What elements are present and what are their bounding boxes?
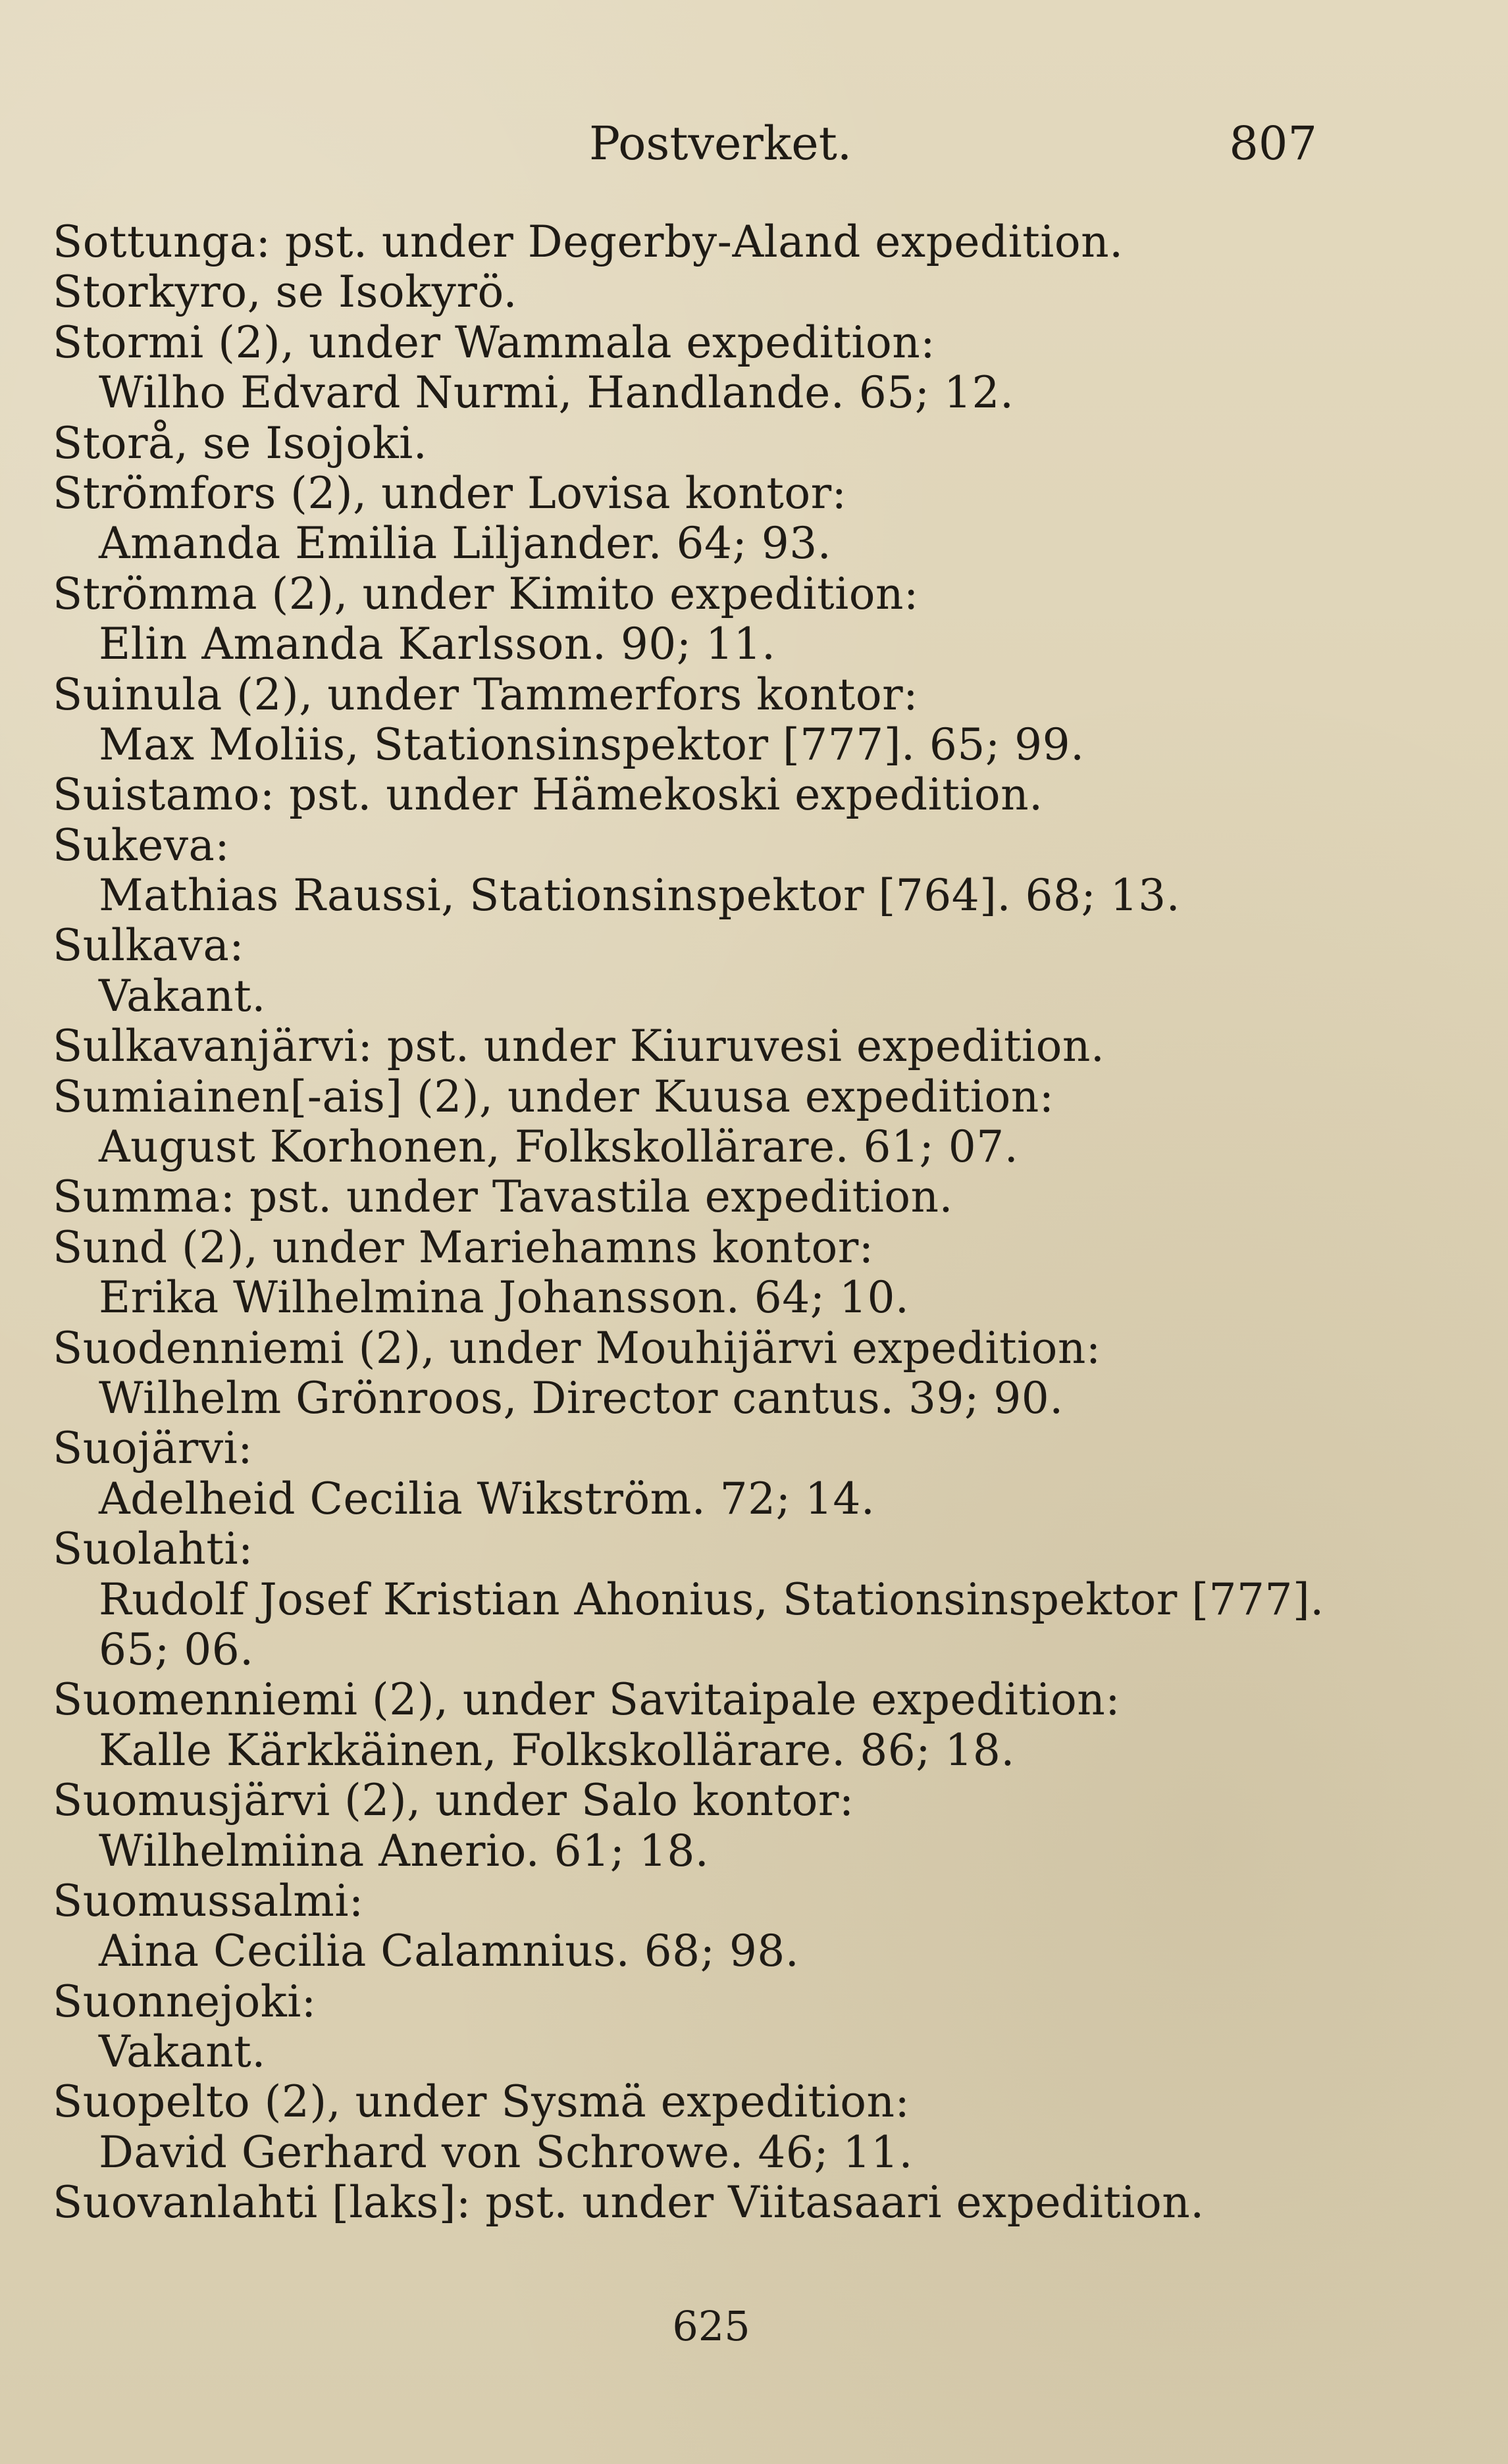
entry-heading-line: Suomenniemi (2), under Savitaipale expedition: — [53, 1674, 1120, 1726]
entry-detail-line: Adelheid Cecilia Wikström. 72; 14. — [99, 1473, 875, 1524]
entry-heading-line: Suomussalmi: — [53, 1875, 364, 1926]
entry-detail-line: David Gerhard von Schrowe. 46; 11. — [99, 2126, 914, 2178]
entry-heading-line: Stormi (2), under Wammala expedition: — [53, 317, 935, 368]
entry-heading-line: Storå, se Isojoki. — [53, 417, 428, 469]
entry-detail-line: Vakant. — [99, 970, 266, 1021]
entry-detail-line: Elin Amanda Karlsson. 90; 11. — [99, 619, 776, 670]
entry-heading-line: Sottunga: pst. under Degerby-Aland expedition. — [53, 217, 1124, 267]
entry-detail-line: Wilhelm Grönroos, Director cantus. 39; 90. — [99, 1372, 1064, 1424]
page-footer — [0, 2297, 1508, 2356]
entry-heading-line: Suojärvi: — [53, 1423, 253, 1474]
entry-detail-line: Wilhelmiina Anerio. 61; 18. — [99, 1825, 710, 1876]
entry-detail-line: Aina Cecilia Calamnius. 68; 98. — [99, 1926, 800, 1977]
entry-detail-line: Max Moliis, Stationsinspektor [777]. 65; 99. — [99, 719, 1085, 770]
entry-detail-line: Rudolf Josef Kristian Ahonius, Stationsinspektor [777]. — [99, 1574, 1324, 1625]
printer-signature: 625 — [672, 2302, 750, 2350]
entry-detail-line: Vakant. — [99, 2026, 266, 2078]
entry-heading-line: Storkyro, se Isokyrö. — [53, 267, 518, 318]
entry-detail-line: 65; 06. — [99, 1624, 254, 1675]
entry-detail-line: Amanda Emilia Liljander. 64; 93. — [99, 518, 832, 569]
entry-detail-line: Erika Wilhelmina Johansson. 64; 10. — [99, 1272, 910, 1323]
entry-heading-line: Sukeva: — [53, 819, 230, 871]
entry-heading-line: Suistamo: pst. under Hämekoski expedition. — [53, 769, 1043, 821]
entry-heading-line: Suinula (2), under Tammerfors kontor: — [53, 669, 918, 720]
entry-heading-line: Strömma (2), under Kimito expedition: — [53, 568, 919, 619]
running-title: Postverket. — [589, 116, 852, 170]
entry-heading-line: Suopelto (2), under Sysmä expedition: — [53, 2076, 910, 2128]
entry-detail-line: Wilho Edvard Nurmi, Handlande. 65; 12. — [99, 367, 1014, 419]
entry-heading-line: Sund (2), under Mariehamns kontor: — [53, 1221, 874, 1273]
entry-detail-line: Mathias Raussi, Stationsinspektor [764]. 68; 13. — [99, 870, 1181, 921]
entry-heading-line: Strömfors (2), under Lovisa kontor: — [53, 467, 847, 519]
entry-heading-line: Suonnejoki: — [53, 1976, 317, 2027]
page-number: 807 — [1229, 116, 1317, 170]
entry-heading-line: Summa: pst. under Tavastila expedition. — [53, 1171, 954, 1223]
entry-detail-line: Kalle Kärkkäinen, Folkskollärare. 86; 18. — [99, 1724, 1015, 1776]
entry-detail-line: August Korhonen, Folkskollärare. 61; 07. — [99, 1121, 1019, 1173]
entry-list — [53, 217, 1455, 2228]
entry-heading-line: Sumiainen[-ais] (2), under Kuusa expedition: — [53, 1071, 1054, 1122]
entry-heading-line: Sulkava: — [53, 920, 245, 971]
entry-heading-line: Suovanlahti [laks]: pst. under Viitasaari expedition. — [53, 2177, 1205, 2228]
entry-heading-line: Suodenniemi (2), under Mouhijärvi expedition: — [53, 1322, 1101, 1373]
entry-heading-line: Suomusjärvi (2), under Salo kontor: — [53, 1775, 854, 1826]
page-header — [0, 111, 1508, 176]
entry-heading-line: Sulkavanjärvi: pst. under Kiuruvesi expedition. — [53, 1021, 1105, 1072]
entry-heading-line: Suolahti: — [53, 1524, 253, 1575]
